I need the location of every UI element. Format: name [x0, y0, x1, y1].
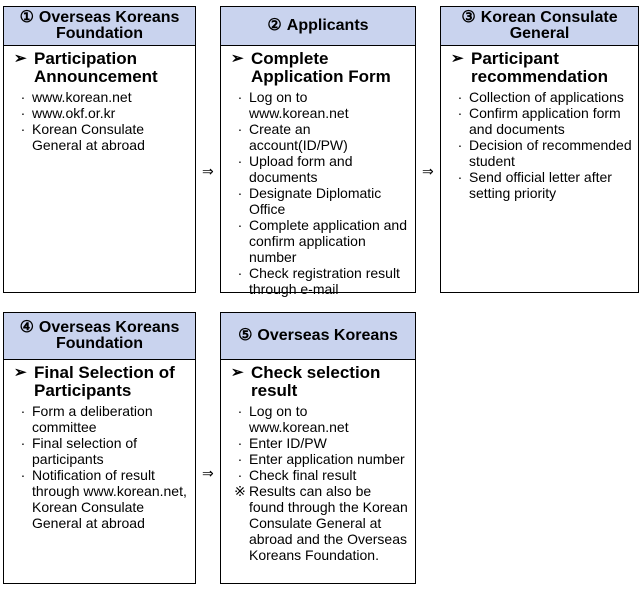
list-item: · Designate Diplomatic Office — [237, 185, 382, 217]
step-box-1 — [3, 6, 196, 293]
arrowhead-bullet-icon: ➢ — [14, 364, 27, 381]
step-header — [221, 7, 415, 46]
arrowhead-bullet-icon: ➢ — [231, 50, 244, 67]
flow-arrow-4-5: ⇒ — [202, 465, 214, 481]
list-item: · Confirm application form and documents — [457, 105, 621, 137]
step-item-list — [451, 89, 632, 201]
step-main-heading: ➢ Participant recommendation — [451, 49, 608, 86]
list-item: · Decision of recommended student — [457, 137, 632, 169]
step-number: ⑤ — [238, 327, 253, 344]
flow-arrow-2-3: ⇒ — [422, 163, 434, 179]
step-number: ④ — [19, 319, 34, 336]
step-header — [441, 7, 638, 46]
list-item: · Complete application and confirm application number — [237, 217, 407, 265]
list-item: · Send official letter after setting priority — [457, 169, 612, 201]
list-item: · Log on to www.korean.net — [237, 89, 349, 121]
step-main-heading: ➢ Complete Application Form — [231, 49, 391, 86]
step-title: Overseas Koreans Foundation — [38, 9, 180, 42]
step-main-heading: ➢ Final Selection of Participants — [14, 363, 175, 400]
step-main-heading: ➢ Participation Announcement — [14, 49, 158, 86]
step-title: Overseas Koreans Foundation — [38, 319, 180, 352]
step-header — [4, 7, 195, 46]
step-header — [4, 313, 195, 360]
list-item: · Korean Consulate General at abroad — [20, 121, 145, 153]
list-item: · Enter application number — [237, 451, 405, 467]
list-item: · www.korean.net — [20, 89, 132, 105]
step-box-5 — [220, 312, 416, 584]
arrowhead-bullet-icon: ➢ — [14, 50, 27, 67]
step-box-2 — [220, 6, 416, 297]
list-item: · Log on to www.korean.net — [237, 403, 349, 435]
step-number: ③ — [461, 9, 476, 26]
step-main-heading: ➢ Check selection result — [231, 363, 381, 400]
list-item: · Form a deliberation committee — [20, 403, 153, 435]
list-item: · Final selection of participants — [20, 435, 138, 467]
list-item: · www.okf.or.kr — [20, 105, 116, 121]
step-item-list — [14, 403, 189, 531]
step-title: Korean Consulate General — [480, 9, 618, 42]
arrowhead-bullet-icon: ➢ — [451, 50, 464, 67]
list-item: · Check final result — [237, 467, 357, 483]
list-item: · Notification of result through www.korean.net, Korean Consulate General at abroad — [20, 467, 187, 531]
step-box-4 — [3, 312, 196, 584]
list-item: · Upload form and documents — [237, 153, 353, 185]
step-item-list — [14, 89, 189, 153]
step-item-list — [231, 403, 409, 563]
list-item: · Create an account(ID/PW) — [237, 121, 348, 153]
step-title: Applicants — [286, 17, 369, 34]
step-header — [221, 313, 415, 360]
step-item-list — [231, 89, 409, 297]
flow-arrow-1-2: ⇒ — [202, 163, 214, 179]
reference-mark-icon: ※ — [234, 483, 246, 499]
step-number: ① — [19, 9, 34, 26]
note-item: ※ Results can also be found through the Korean Consulate General at abroad and the Overseas Koreans Foundation. — [231, 483, 409, 563]
step-box-3 — [440, 6, 639, 293]
list-item: · Check registration result through e-mail — [237, 265, 400, 297]
list-item: · Enter ID/PW — [237, 435, 327, 451]
arrowhead-bullet-icon: ➢ — [231, 364, 244, 381]
step-title: Overseas Koreans — [257, 327, 398, 344]
list-item: · Collection of applications — [457, 89, 624, 105]
step-number: ② — [267, 17, 282, 34]
